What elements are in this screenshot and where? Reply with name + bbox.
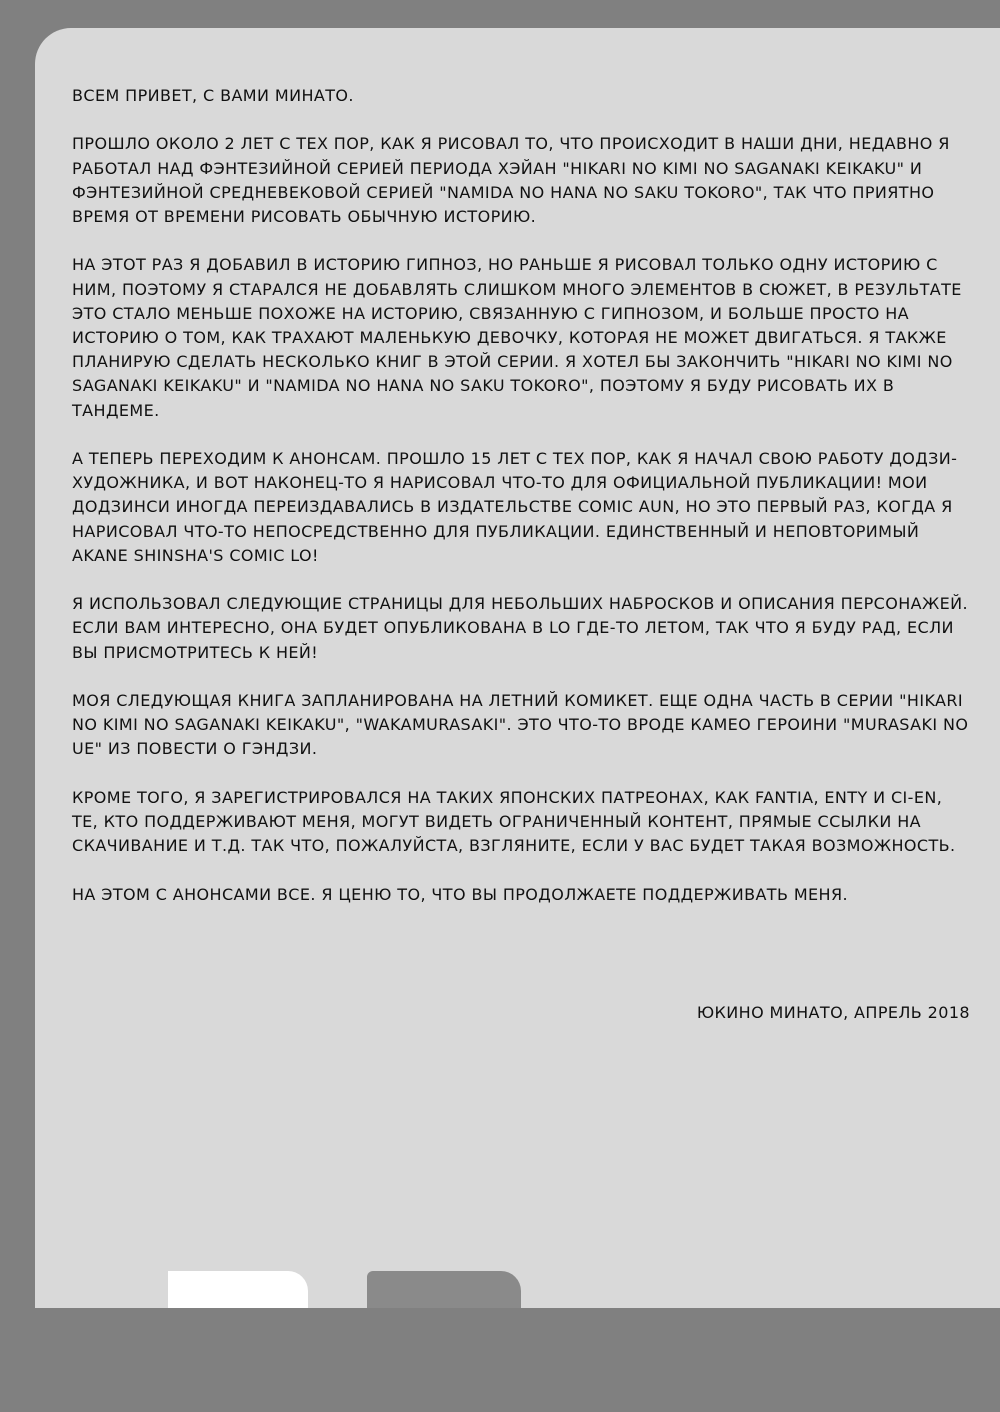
decorative-tab-light [168,1271,308,1308]
paragraph-intro: ПРОШЛО ОКОЛО 2 ЛЕТ С ТЕХ ПОР, КАК Я РИСОВАЛ ТО, ЧТО ПРОИСХОДИТ В НАШИ ДНИ, НЕДАВНО Я РАБОТАЛ НАД ФЭНТЕЗИЙНОЙ СЕРИЕЙ ПЕРИОДА ХЭЙАН "HIKARI NO KIMI NO SAGANAKI KEIKAKU" И ФЭНТЕЗИЙНОЙ СРЕДНЕВЕКОВОЙ СЕРИЕЙ "NAMIDA NO HANA NO SAKU TOKORO", ТАК ЧТО ПРИЯТНО ВРЕМЯ ОТ ВРЕМЕНИ РИСОВАТЬ ОБЫЧНУЮ ИСТОРИЮ. [72,134,950,226]
paragraph-next-book: МОЯ СЛЕДУЮЩАЯ КНИГА ЗАПЛАНИРОВАНА НА ЛЕТНИЙ КОМИКЕТ. ЕЩЕ ОДНА ЧАСТЬ В СЕРИИ "HIKARI NO KIMI NO SAGANAKI KEIKAKU", "WAKAMURASAKI". ЭТО ЧТО-ТО ВРОДЕ КАМЕО ГЕРОИНИ "MURASAKI NO UE" ИЗ ПОВЕСТИ О ГЭНДЗИ. [72,691,969,759]
paragraph-announcement: А ТЕПЕРЬ ПЕРЕХОДИМ К АНОНСАМ. ПРОШЛО 15 ЛЕТ С ТЕХ ПОР, КАК Я НАЧАЛ СВОЮ РАБОТУ ДОДЗИ-ХУДОЖНИКА, И ВОТ НАКОНЕЦ-ТО Я НАРИСОВАЛ ЧТО-ТО ДЛЯ ОФИЦИАЛЬНОЙ ПУБЛИКАЦИИ! МОИ ДОДЗИНСИ ИНОГДА ПЕРЕИЗДАВАЛИСЬ В ИЗДАТЕЛЬСТВЕ COMIC AUN, НО ЭТО ПЕРВЫЙ РАЗ, КОГДА Я НАРИСОВАЛ ЧТО-ТО НЕПОСРЕДСТВЕННО ДЛЯ ПУБЛИКАЦИИ. ЕДИНСТВЕННЫЙ И НЕПОВТОРИМЫЙ AKANE SHINSHA'S COMIC LO! [72,449,958,565]
letter-body [72,84,972,931]
signature: ЮКИНО МИНАТО, АПРЕЛЬ 2018 [696,1003,970,1022]
paragraph-greeting: ВСЕМ ПРИВЕТ, С ВАМИ МИНАТО. [72,86,354,105]
paragraph-sketches: Я ИСПОЛЬЗОВАЛ СЛЕДУЮЩИЕ СТРАНИЦЫ ДЛЯ НЕБОЛЬШИХ НАБРОСКОВ И ОПИСАНИЯ ПЕРСОНАЖЕЙ. ЕСЛИ ВАМ ИНТЕРЕСНО, ОНА БУДЕТ ОПУБЛИКОВАНА В LO ГДЕ-ТО ЛЕТОМ, ТАК ЧТО Я БУДУ РАД, ЕСЛИ ВЫ ПРИСМОТРИТЕСЬ К НЕЙ! [72,594,968,662]
paragraph-patreon: КРОМЕ ТОГО, Я ЗАРЕГИСТРИРОВАЛСЯ НА ТАКИХ ЯПОНСКИХ ПАТРЕОНАХ, КАК FANTIA, ENTY И CI-EN, ТЕ, КТО ПОДДЕРЖИВАЮТ МЕНЯ, МОГУТ ВИДЕТЬ ОГРАНИЧЕННЫЙ КОНТЕНТ, ПРЯМЫЕ ССЫЛКИ НА СКАЧИВАНИЕ И Т.Д. ТАК ЧТО, ПОЖАЛУЙСТА, ВЗГЛЯНИТЕ, ЕСЛИ У ВАС БУДЕТ ТАКАЯ ВОЗМОЖНОСТЬ. [72,787,956,856]
paragraph-hypnosis: НА ЭТОТ РАЗ Я ДОБАВИЛ В ИСТОРИЮ ГИПНОЗ, НО РАНЬШЕ Я РИСОВАЛ ТОЛЬКО ОДНУ ИСТОРИЮ С НИМ, ПОЭТОМУ Я СТАРАЛСЯ НЕ ДОБАВЛЯТЬ СЛИШКОМ МНОГО ЭЛЕМЕНТОВ В СЮЖЕТ, В РЕЗУЛЬТАТЕ ЭТО СТАЛО МЕНЬШЕ ПОХОЖЕ НА ИСТОРИЮ, СВЯЗАННУЮ С ГИПНОЗОМ, И БОЛЬШЕ ПРОСТО НА ИСТОРИЮ О ТОМ, КАК ТРАХАЮТ МАЛЕНЬКУЮ ДЕВОЧКУ, КОТОРАЯ НЕ МОЖЕТ ДВИГАТЬСЯ. Я ТАКЖЕ ПЛАНИРУЮ СДЕЛАТЬ НЕСКОЛЬКО КНИГ В ЭТОЙ СЕРИИ. Я ХОТЕЛ БЫ ЗАКОНЧИТЬ "HIKARI NO KIMI NO SAGANAKI KEIKAKU" И "NAMIDA NO HANA NO SAKU TOKORO", ПОЭТОМУ Я БУДУ РИСОВАТЬ ИХ В ТАНДЕМЕ. [72,255,962,420]
paragraph-closing: НА ЭТОМ С АНОНСАМИ ВСЕ. Я ЦЕНЮ ТО, ЧТО ВЫ ПРОДОЛЖАЕТЕ ПОДДЕРЖИВАТЬ МЕНЯ. [72,884,848,904]
decorative-tab-dark [367,1271,521,1308]
